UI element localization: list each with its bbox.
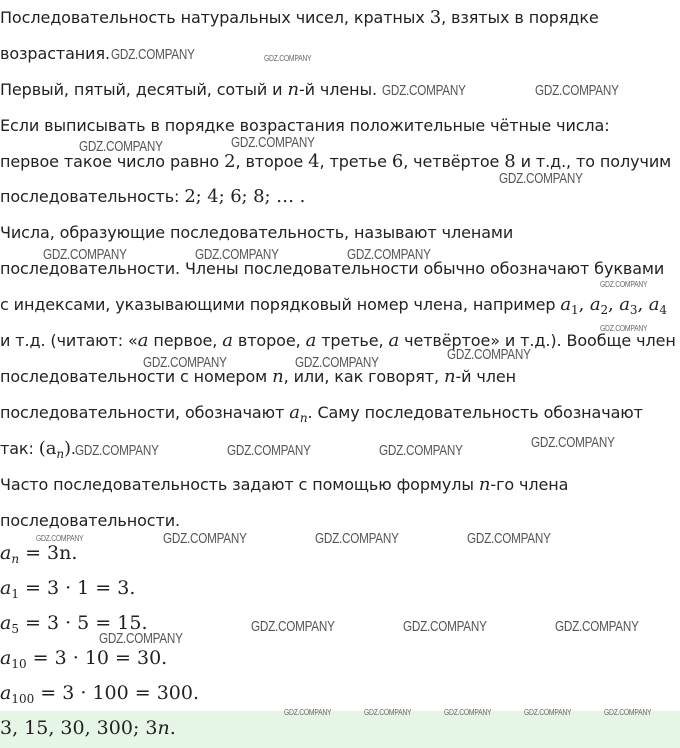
math-paren: (a [38,438,57,459]
math-rhs: = 3 · 5 = 15. [18,612,148,634]
math-index: 5 [11,622,19,636]
watermark: GDZ.COMPANY [227,442,311,459]
math-rhs: = 3 · 1 = 3. [18,577,136,599]
theory-line-4 [0,223,513,243]
watermark: GDZ.COMPANY [467,530,551,547]
watermark: GDZ.COMPANY [284,708,332,717]
math-a: a [0,612,12,634]
math-index: 1 [571,303,579,317]
math-a: a [560,294,572,315]
formula-an [0,542,77,564]
math-index: n [56,447,64,461]
math-paren: ) [63,438,71,459]
problem-title-line-2 [0,44,110,64]
answer-text [0,717,176,739]
math-number: 8 [504,151,516,172]
math-number: 3 [429,7,442,28]
watermark: GDZ.COMPANY [36,534,84,543]
text: , взятых в порядке [441,8,599,27]
text: Часто последовательность задают с помощью формулы [0,475,474,494]
watermark: GDZ.COMPANY [99,630,183,647]
watermark: GDZ.COMPANY [499,170,583,187]
theory-line-10 [0,439,76,459]
watermark: GDZ.COMPANY [600,280,648,289]
math-index: 3 [629,303,638,317]
math-n: n [272,366,284,387]
math-index: 10 [11,657,27,671]
watermark: GDZ.COMPANY [231,134,315,151]
watermark: GDZ.COMPANY [315,530,399,547]
text: . [70,439,76,458]
math-a: a [137,330,149,351]
formula-a10 [0,647,167,669]
watermark: GDZ.COMPANY [379,442,463,459]
answer-block [0,711,680,748]
watermark: GDZ.COMPANY [264,54,312,63]
watermark: GDZ.COMPANY [531,434,615,451]
text: второе, [232,331,306,350]
text: -го члена [490,475,569,494]
watermark: GDZ.COMPANY [195,246,279,263]
math-rhs: = 3 · 100 = 300. [34,682,200,704]
formula-a100 [0,682,199,704]
text: и т.д. (читают: « [0,331,138,350]
text: первое, [148,331,223,350]
text: последовательность: [0,187,180,206]
watermark: GDZ.COMPANY [447,346,531,363]
theory-line-2 [0,152,671,172]
task-line [0,80,377,100]
text: Если выписывать в порядке возрастания положительные чётные числа: [0,116,610,135]
watermark: GDZ.COMPANY [524,708,572,717]
math-index: 4 [659,303,667,317]
problem-title-line [0,8,599,28]
watermark: GDZ.COMPANY [555,618,639,635]
math-rhs: = 3 · 10 = 30. [26,647,168,669]
math-index: 2 [600,303,608,317]
math-n: n [287,79,299,100]
text: и т.д., то получим [515,152,672,171]
watermark: GDZ.COMPANY [143,354,227,371]
watermark: GDZ.COMPANY [444,708,492,717]
watermark: GDZ.COMPANY [251,618,335,635]
watermark: GDZ.COMPANY [111,46,195,63]
math-a: a [222,330,233,351]
text: , или, как говорят, [283,367,439,386]
text: так: [0,439,34,458]
theory-line-3 [0,187,305,207]
watermark: GDZ.COMPANY [295,354,379,371]
theory-line-1 [0,116,610,136]
text: Последовательность натуральных чисел, кратных [0,8,425,27]
comma: , [608,294,620,315]
math-n: n [443,366,456,387]
text: , второе [235,152,304,171]
math-index: 1 [11,587,19,601]
watermark: GDZ.COMPANY [163,530,247,547]
comma: , [578,294,590,315]
text: четвёртое» и т.д.). Вообще член [399,331,676,350]
math-index: n [11,552,20,566]
text: -й члены. [298,80,378,99]
math-n: n [478,474,491,495]
watermark: GDZ.COMPANY [347,246,431,263]
theory-line-6 [0,295,667,315]
text: последовательности с номером [0,367,268,386]
text: , четвёртое [403,152,500,171]
watermark: GDZ.COMPANY [604,708,652,717]
math-a: a [0,577,12,599]
text: . Саму последовательность обозначают [307,403,643,422]
watermark: GDZ.COMPANY [382,82,466,99]
watermark: GDZ.COMPANY [403,618,487,635]
math-a: a [305,330,317,351]
text: последовательности. [0,511,180,530]
text: -й член [455,367,516,386]
watermark: GDZ.COMPANY [535,82,619,99]
text: Числа, образующие последовательность, называют членами [0,223,514,242]
math-a: a [648,294,660,315]
text: третье, [316,331,389,350]
math-number: 4 [308,151,320,172]
text: возрастания. [0,44,110,63]
text: , третье [319,152,387,171]
math-sequence: 2; 4; 6; 8; … . [184,186,306,207]
answer-values: 3, 15, 30, 300; 3 [0,717,158,739]
theory-line-12 [0,511,180,531]
math-a: a [0,682,12,704]
text: Первый, пятый, десятый, сотый и [0,80,283,99]
math-a: a [0,647,12,669]
math-index: n [299,411,308,425]
theory-line-9 [0,403,643,423]
watermark: GDZ.COMPANY [75,442,159,459]
math-rhs: = 3n. [19,542,78,564]
watermark: GDZ.COMPANY [364,708,412,717]
text: первое такое число равно [0,152,220,171]
text: с индексами, указывающими порядковый номер члена, например [0,295,556,314]
math-index: 100 [11,692,35,706]
watermark: GDZ.COMPANY [600,324,648,333]
watermark: GDZ.COMPANY [43,246,127,263]
theory-line-8 [0,367,516,387]
theory-line-11 [0,475,568,495]
watermark: GDZ.COMPANY [79,138,163,155]
math-a: a [289,402,300,423]
math-a: a [0,542,12,564]
math-a: a [388,330,400,351]
math-number: 2 [224,151,236,172]
math-number: 6 [391,151,404,172]
formula-a1 [0,577,135,599]
text: последовательности. Члены последовательности обычно обозначают буквами [0,259,665,278]
answer-end: . [169,717,176,739]
math-n: n [157,717,170,739]
text: последовательности, обозначают [0,403,285,422]
math-a: a [589,294,601,315]
math-a: a [619,294,630,315]
comma: , [637,294,649,315]
theory-line-7 [0,331,676,351]
